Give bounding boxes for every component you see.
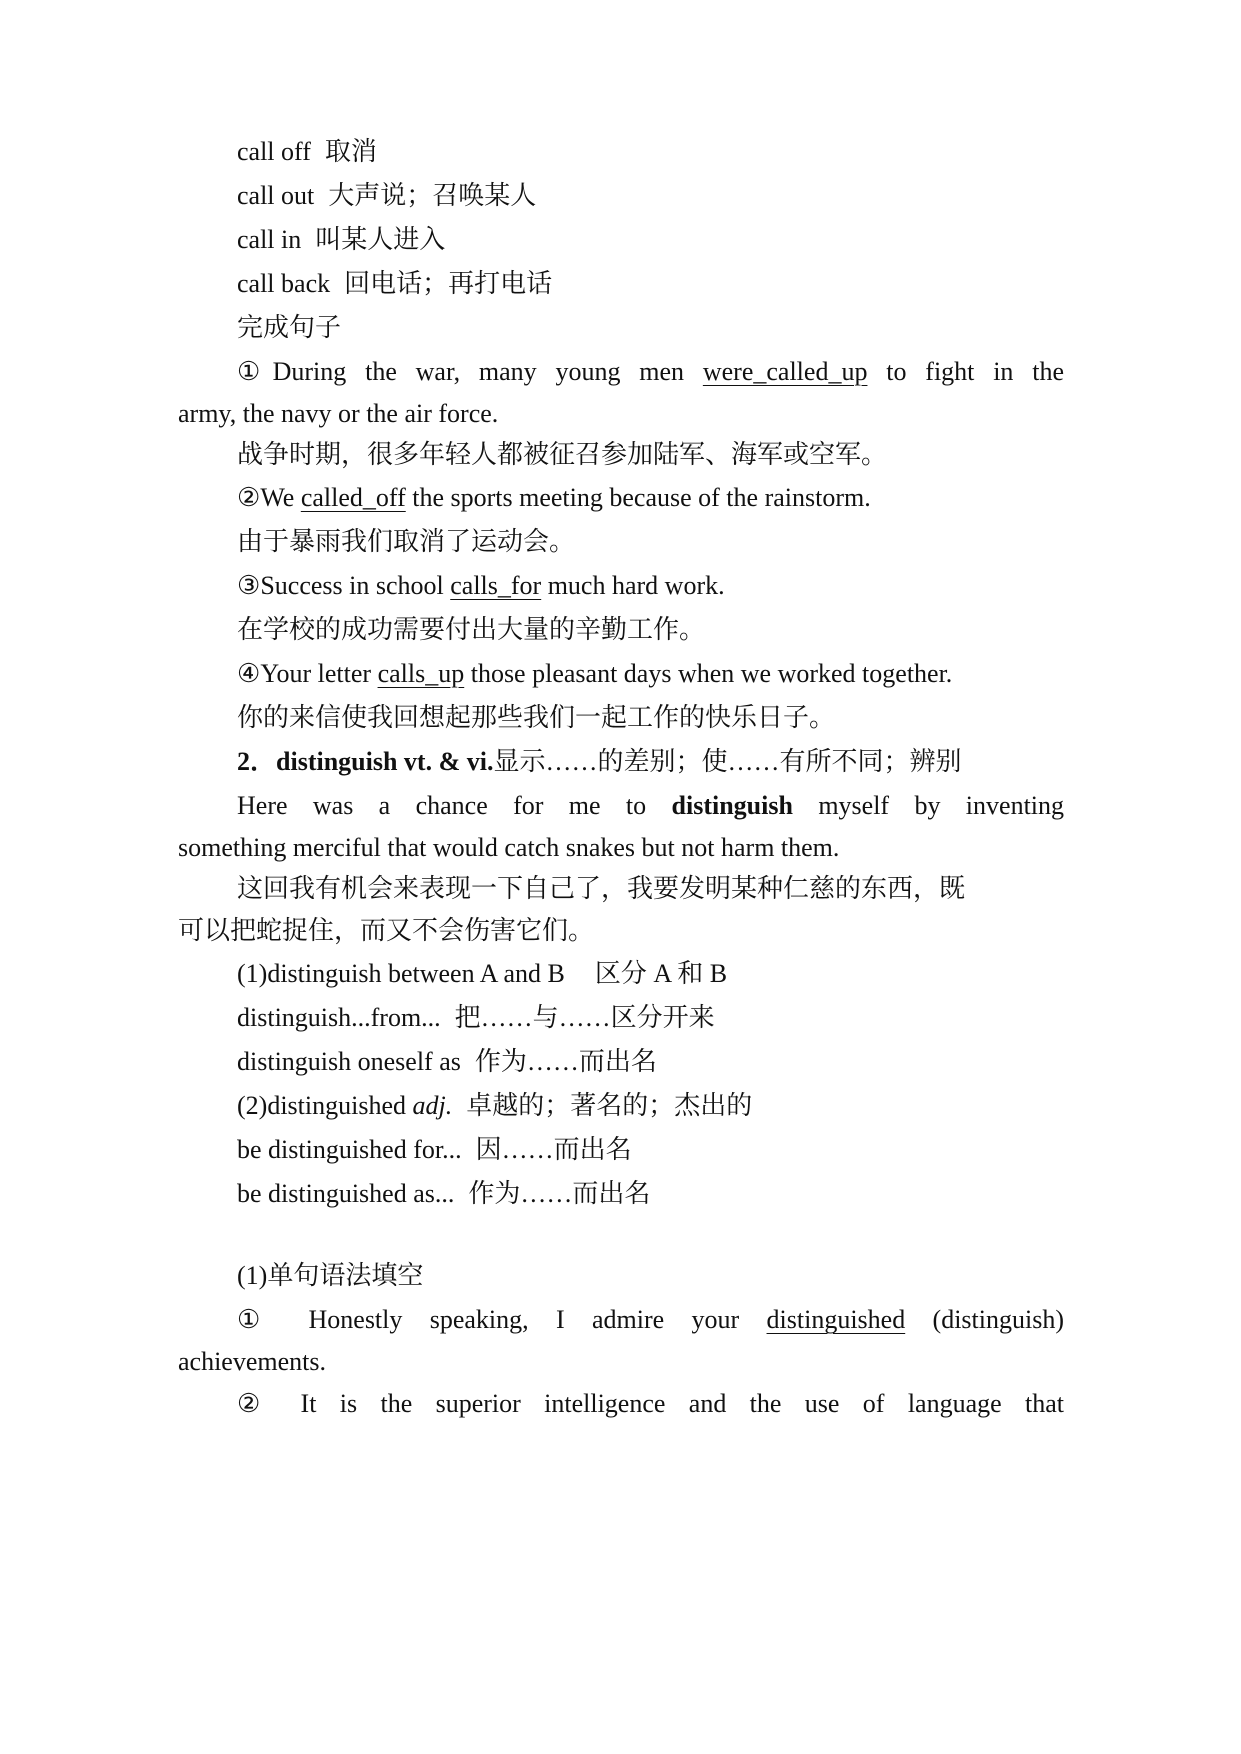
exercise-4-translation: 你的来信使我回想起那些我们一起工作的快乐日子。: [237, 703, 836, 732]
usage-line: be distinguished as... 作为……而出名: [237, 1179, 651, 1208]
phrase-line: call out 大声说；召唤某人: [237, 181, 537, 210]
fill-exercise-2: ② It is the superior intelligence and the use of language that: [237, 1389, 1065, 1418]
exercise-2-translation: 由于暴雨我们取消了运动会。: [237, 527, 576, 556]
example-sentence: Here was a chance for me to distinguish myself by inventing: [237, 791, 1065, 820]
fill-exercise-1: ① Honestly speaking, I admire your distinguished (distinguish): [237, 1305, 1064, 1334]
section-heading: 完成句子: [237, 313, 342, 342]
usage-line: (2)distinguished adj. 卓越的；著名的；杰出的: [237, 1091, 753, 1120]
exercise-2: ②We called_off the sports meeting because of the rainstorm.: [237, 483, 871, 512]
answer: were_called_up: [702, 357, 868, 386]
exercise-1-continued: army, the navy or the air force.: [178, 399, 499, 428]
example-translation-continued: 可以把蛇捉住，而又不会伤害它们。: [178, 916, 595, 945]
usage-line: be distinguished for... 因……而出名: [237, 1135, 632, 1164]
usage-line: (1)distinguish between A and B 区分 A 和 B: [237, 959, 728, 988]
exercise-1: ①During the war, many young men were_called_up to fight in the: [237, 357, 1065, 386]
usage-line: distinguish...from... 把……与……区分开来: [237, 1003, 715, 1032]
example-sentence-continued: something merciful that would catch snakes but not harm them.: [178, 833, 840, 862]
fill-exercise-1-continued: achievements.: [178, 1347, 326, 1376]
usage-line: distinguish oneself as 作为……而出名: [237, 1047, 657, 1076]
phrase-line: call off 取消: [237, 137, 377, 166]
answer: distinguished: [766, 1305, 906, 1334]
answer: called_off: [300, 483, 406, 512]
answer: calls_for: [450, 571, 542, 600]
exercise-1-translation: 战争时期，很多年轻人都被征召参加陆军、海军或空军。: [237, 440, 888, 469]
phrase-line: call in 叫某人进入: [237, 225, 446, 254]
exercise-3: ③Success in school calls_for much hard work.: [237, 571, 725, 600]
exercise-3-translation: 在学校的成功需要付出大量的辛勤工作。: [237, 615, 706, 644]
answer: calls_up: [377, 659, 465, 688]
example-translation: 这回我有机会来表现一下自己了，我要发明某种仁慈的东西，既: [237, 874, 966, 903]
phrase-line: call back 回电话；再打电话: [237, 269, 553, 298]
exercise-4: ④Your letter calls_up those pleasant days when we worked together.: [237, 659, 953, 688]
vocab-entry-heading: 2．distinguish vt. & vi.显示……的差别；使……有所不同；辨别: [237, 747, 962, 776]
section-heading: (1)单句语法填空: [237, 1261, 424, 1290]
